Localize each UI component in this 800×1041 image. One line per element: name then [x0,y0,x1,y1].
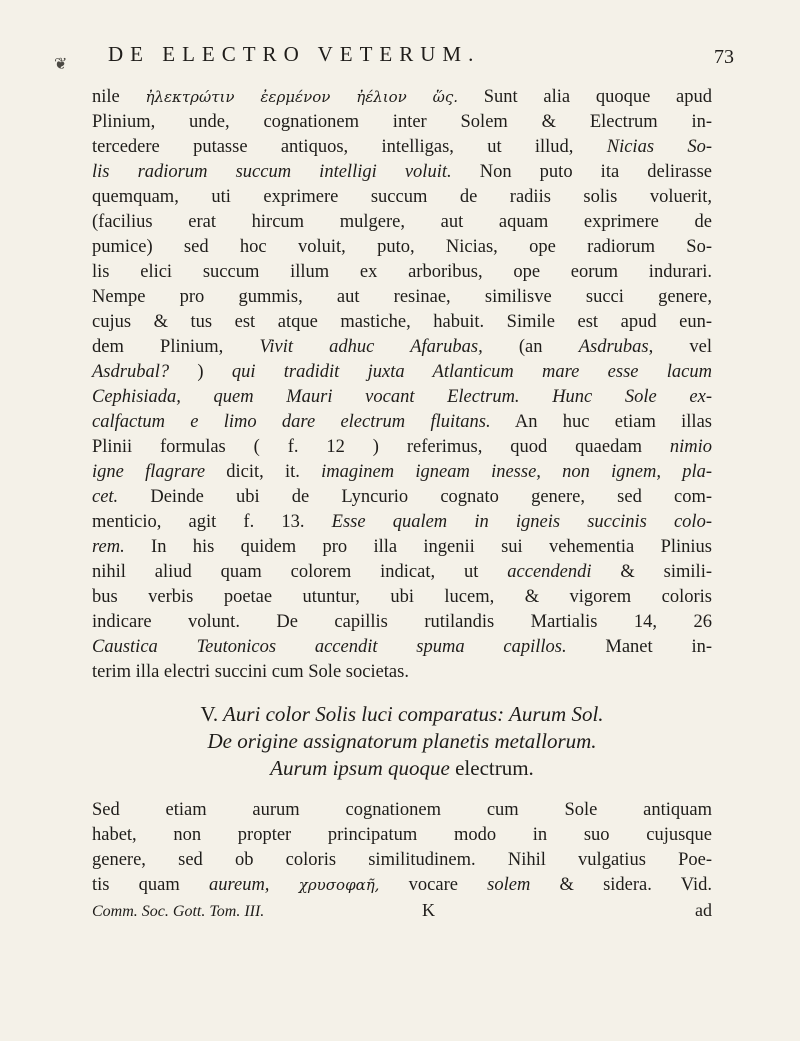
page-footer [92,898,712,922]
page-header [54,40,760,80]
body-text [92,85,712,922]
section-spacer [92,782,712,798]
text-line: terim illa electri succini cum Sole societas. [92,662,409,682]
text-line: Plinii formulas ( f. 12 ) referimus, quod quaedam nimio [92,437,712,457]
section-number: V. [200,702,219,726]
greek-word: χρυσοφαῆ, [269,876,380,894]
text-line: Cephisiada, quem Mauri vocant Electrum. Hunc Sole ex- [92,387,712,407]
heading-line: De origine assignatorum planetis metallorum. [207,729,597,753]
text-line: cujus & tus est atque mastiche, habuit. Simile est apud eun- [92,312,712,332]
source-citation: Comm. Soc. Gott. Tom. III. [92,903,265,920]
text-line: lis elici succum illum ex arboribus, ope eorum indurari. [92,262,712,282]
catchword: ad [695,900,712,920]
text-line: nile ἠλεκτρώτιν ἐερμένον ἠέλιον ὥς. Sunt alia quoque apud [92,87,712,107]
text-line: Caustica Teutonicos accendit spuma capillos. Manet in- [92,637,712,657]
text-line: rem. In his quidem pro illa ingenii sui vehementia Plinius [92,537,712,557]
text-line: calfactum e limo dare electrum fluitans. An huc etiam illas [92,412,712,432]
paragraph-1 [92,85,712,685]
text-line: tercedere putasse antiquos, intelligas, ut illud, Nicias So- [92,137,712,157]
text-line: (facilius erat hircum mulgere, aut aquam exprimere de [92,212,712,232]
text-line: lis radiorum succum intelligi voluit. Non puto ita delirasse [92,162,713,182]
text-line: bus verbis poetae utuntur, ubi lucem, & vigorem coloris [92,587,712,607]
text-line: habet, non propter principatum modo in suo cujusque [92,825,712,845]
text-line: menticio, agit f. 13. Esse qualem in igneis succinis colo- [92,512,712,532]
text-line: genere, sed ob coloris similitudinem. Nihil vulgatius Poe- [92,850,712,870]
text-line: nihil aliud quam colorem indicat, ut accendendi & simili- [92,562,712,582]
signature-mark: K [422,900,435,920]
text-line: dem Plinium, Vivit adhuc Afarubas, (an Asdrubas, vel [92,337,712,357]
paragraph-2 [92,798,712,898]
text-line: tis quam aureum, χρυσοφαῆ, vocare solem & sidera. Vid. [92,875,713,895]
section-spacer [92,685,712,701]
page-number: 73 [714,46,734,68]
text-line: indicare volunt. De capillis rutilandis Martialis 14, 26 [92,612,712,632]
text-line: pumice) sed hoc voluit, puto, Nicias, ope radiorum So- [92,237,712,257]
heading-line: V. Auri color Solis luci comparatus: Aurum Sol. [200,702,604,726]
section-heading [92,701,712,782]
text-line: Sed etiam aurum cognationem cum Sole antiquam [92,800,712,820]
text-line: Nempe pro gummis, aut resinae, similisve succi genere, [92,287,712,307]
text-line: quemquam, uti exprimere succum de radiis solis voluerit, [92,187,712,207]
text-line: Plinium, unde, cognationem inter Solem & Electrum in- [92,112,712,132]
text-line: igne flagrare dicit, it. imaginem igneam inesse, non ignem, pla- [92,462,712,482]
flourish-icon: ❦ [54,56,68,73]
running-title: DE ELECTRO VETERUM. [108,42,481,66]
text-line: cet. Deinde ubi de Lyncurio cognato genere, sed com- [92,487,712,507]
greek-quotation: ἠλεκτρώτιν ἐερμένον ἠέλιον ὥς. [145,88,459,106]
text-line: Asdrubal? ) qui tradidit juxta Atlanticum mare esse lacum [92,362,712,382]
heading-line: Aurum ipsum quoque electrum. [270,756,534,780]
